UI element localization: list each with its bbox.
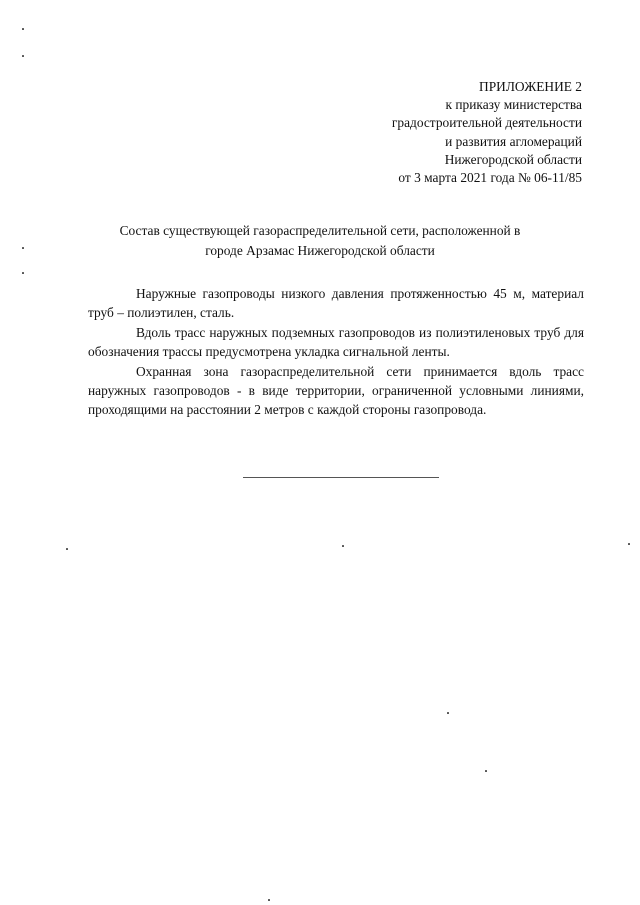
scan-speck — [268, 899, 270, 901]
paragraph-protection-zone: Охранная зона газораспределительной сети принимается вдоль трасс наружных газопроводов - в виде территории, ограниченной условными линиями, проходящими на расстоянии 2 метров с каждой стороны газопровода. — [88, 364, 584, 417]
paragraph-signal-tape: Вдоль трасс наружных подземных газопроводов из полиэтиленовых труб для обозначения трассы предусмотрена укладка сигнальной ленты. — [88, 325, 584, 359]
scan-speck — [66, 548, 68, 550]
scan-speck — [342, 545, 344, 547]
annex-header — [392, 78, 582, 187]
paragraph-pipelines: Наружные газопроводы низкого давления протяженностью 45 м, материал труб – полиэтилен, сталь. — [88, 286, 584, 320]
annex-line: градостроительной деятельности — [391, 115, 582, 131]
scan-speck — [485, 770, 487, 772]
annex-line: и развития агломераций — [445, 133, 582, 149]
annex-line: к приказу министерства — [445, 97, 582, 113]
title-line-2: городе Арзамас Нижегородской области — [205, 242, 435, 258]
scan-speck — [22, 55, 24, 57]
document-title — [80, 221, 560, 260]
scan-speck — [22, 28, 24, 30]
annex-line: Нижегородской области — [444, 151, 582, 167]
title-line-1: Состав существующей газораспределительной сети, расположенной в — [119, 223, 521, 238]
scan-speck — [22, 272, 24, 274]
scan-speck — [628, 543, 630, 545]
document-body — [88, 285, 584, 421]
scan-speck — [447, 712, 449, 714]
separator-line — [243, 477, 439, 478]
annex-date-number: от 3 марта 2021 года № 06-11/85 — [398, 170, 582, 186]
scan-speck — [22, 247, 24, 249]
annex-title: ПРИЛОЖЕНИЕ 2 — [479, 79, 582, 94]
